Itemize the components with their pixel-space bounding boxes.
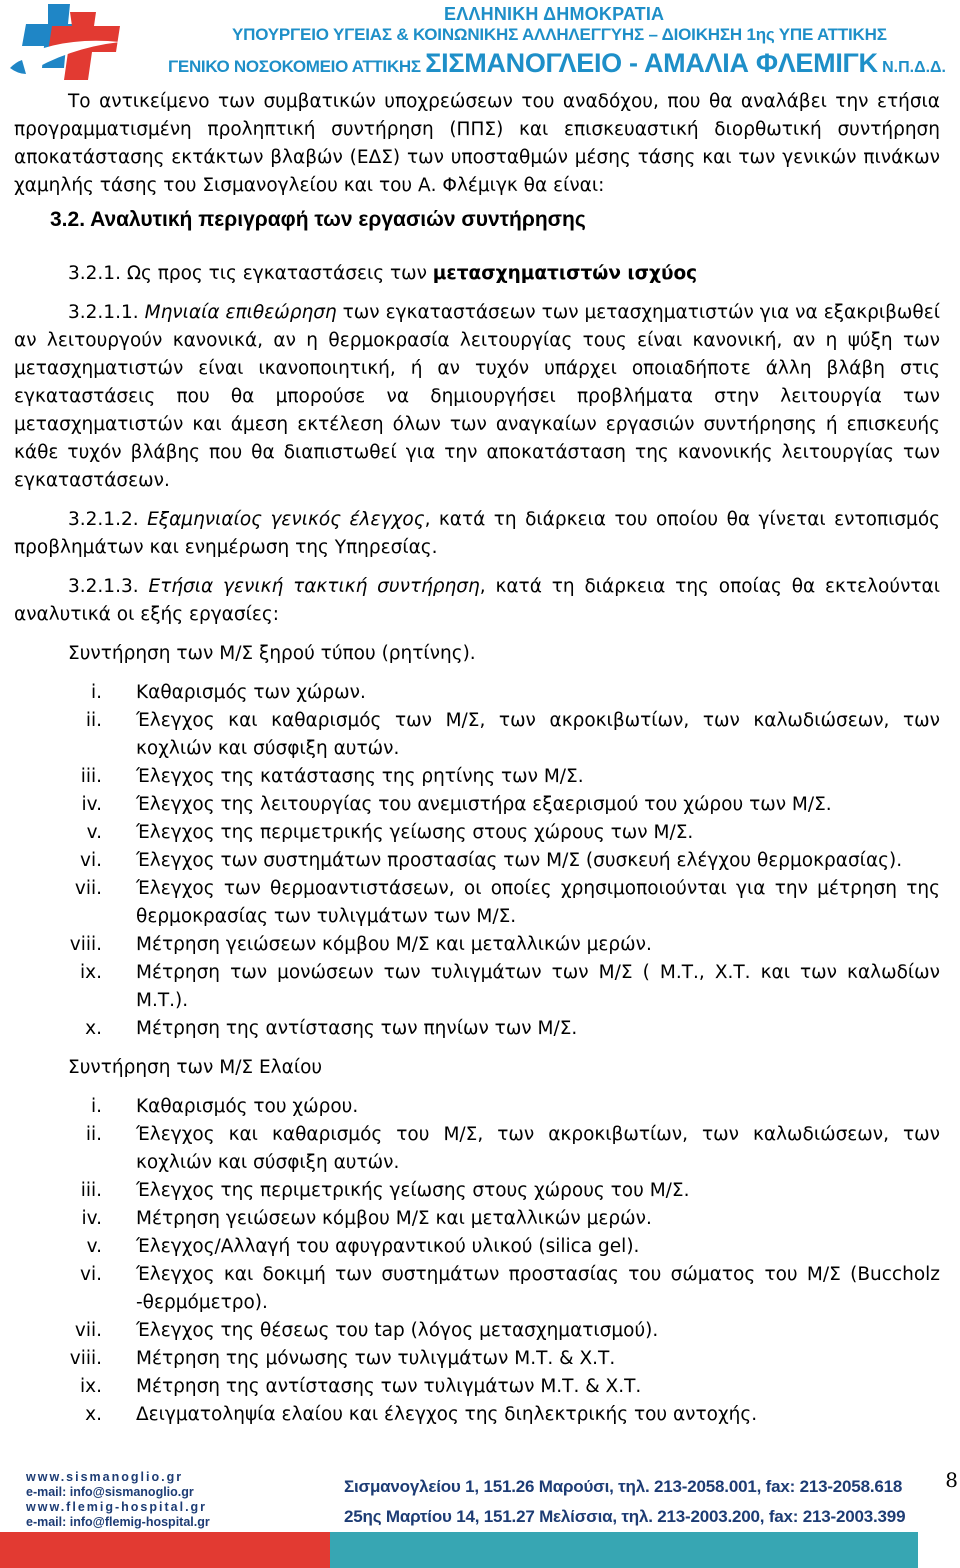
page-header (0, 0, 960, 84)
header-hospital-prefix: ΓΕΝΙΚΟ ΝΟΣΟΚΟΜΕΙΟ ΑΤΤΙΚΗΣ (168, 57, 421, 76)
oil-task-item (14, 1401, 940, 1429)
task-number: vii. (74, 878, 102, 899)
document-body (14, 88, 940, 1429)
task-number: ii. (85, 1124, 102, 1145)
footer-address-melissia: 25ης Μαρτίου 14, 151.27 Μελίσσια, τηλ. 213-2003.200, fax: 213-2003.399 (344, 1507, 906, 1526)
oil-task-item (14, 1121, 940, 1177)
oil-transformer-task-list (14, 1093, 940, 1429)
item-italic-title: Μηνιαία επιθεώρηση (144, 302, 337, 323)
task-number: viii. (69, 934, 102, 955)
task-number: viii. (69, 1348, 102, 1369)
oil-task-item (14, 1373, 940, 1401)
dry-task-item (14, 679, 940, 707)
dry-task-item (14, 763, 940, 791)
header-line-ministry: ΥΠΟΥΡΓΕΙΟ ΥΓΕΙΑΣ & ΚΟΙΝΩΝΙΚΗΣ ΑΛΛΗΛΕΓΓΥΗΣ – ΔΙΟΙΚΗΣΗ 1ης ΥΠΕ ΑΤΤΙΚΗΣ (232, 25, 887, 44)
task-text: Μέτρηση της μόνωσης των τυλιγμάτων Μ.Τ. & Χ.Τ. (136, 1348, 616, 1369)
item-number: 3.2.1.2. (68, 509, 139, 530)
task-text: Έλεγχος και δοκιμή των συστημάτων προστασίας του σώματος του Μ/Σ (Buccholz -θερμόμετρο). (136, 1264, 940, 1313)
dry-task-item (14, 959, 940, 1015)
task-text: Μέτρηση γειώσεων κόμβου Μ/Σ και μεταλλικών μερών. (136, 934, 652, 955)
item-3-2-1-3 (14, 573, 940, 629)
oil-task-item (14, 1317, 940, 1345)
task-text: Καθαρισμός του χώρου. (136, 1096, 359, 1117)
oil-task-item (14, 1093, 940, 1121)
footer-email-sismanoglio[interactable]: e-mail: info@sismanoglio.gr (26, 1485, 194, 1499)
task-number: ix. (80, 962, 102, 983)
task-text: Έλεγχος των θερμοαντιστάσεων, οι οποίες χρησιμοποιούνται για την μέτρηση της θερμοκρασίας των τυλιγμάτων των Μ/Σ. (136, 878, 940, 927)
section-heading: 3.2. Αναλυτική περιγραφή των εργασιών συντήρησης (50, 208, 586, 231)
task-number: x. (85, 1018, 102, 1039)
item-text: των εγκαταστάσεων των μετασχηματιστών για να εξακριβωθεί αν λειτουργούν κανονικά, αν η θερμοκρασία λειτουργίας τους είναι κανονική, αν η ψύξη των μετασχηματιστών είναι ικανοποιητική, ή αν τυχόν υπάρχει οποιαδήποτε άλλη βλάβη στις εγκαταστάσεις που θα μπορούσε να δημιουργήσει προβλήματα στην λειτουργία των μετασχηματιστών και άμεση εκτέλεση όλων των αναγκαίων εργασιών συντήρησης ή επισκευής κάθε τυχόν βλάβης που θα διαπιστωθεί για την αποκατάσταση της κανονικής λειτουργίας των εγκαταστάσεων. (14, 302, 940, 491)
subsection-bold: μετασχηματιστών ισχύος (432, 263, 698, 284)
dry-task-item (14, 847, 940, 875)
dry-transformer-title: Συντήρηση των Μ/Σ ξηρού τύπου (ρητίνης). (68, 643, 476, 664)
task-text: Έλεγχος και καθαρισμός του Μ/Σ, των ακροκιβωτίων, των καλωδιώσεων, των κοχλιών και σύσφιξη αυτών. (136, 1124, 940, 1173)
item-3-2-1-2 (14, 506, 940, 562)
task-number: vi. (80, 1264, 102, 1285)
task-text: Μέτρηση της αντίστασης των πηνίων των Μ/Σ. (136, 1018, 578, 1039)
task-number: x. (85, 1404, 102, 1425)
task-text: Έλεγχος της κατάστασης της ρητίνης των Μ/Σ. (136, 766, 584, 787)
oil-transformer-title: Συντήρηση των Μ/Σ Ελαίου (68, 1057, 323, 1078)
task-text: Έλεγχος των συστημάτων προστασίας των Μ/Σ (συσκευή ελέγχου θερμοκρασίας). (136, 850, 903, 871)
item-number: 3.2.1.3. (68, 576, 139, 597)
item-italic-title: Εξαμηνιαίος γενικός έλεγχος (147, 509, 425, 530)
item-text: , κατά τη διάρκεια του οποίου θα γίνεται εντοπισμός προβλημάτων και ενημέρωση της Υπηρεσίας. (14, 509, 940, 558)
dry-task-item (14, 707, 940, 763)
task-text: Μέτρηση γειώσεων κόμβου Μ/Σ και μεταλλικών μερών. (136, 1208, 652, 1229)
header-hospital-name: ΣΙΣΜΑΝΟΓΛΕΙΟ - ΑΜΑΛΙΑ ΦΛΕΜΙΓΚ (425, 48, 878, 78)
footer-website-flemig[interactable]: www.flemig-hospital.gr (26, 1500, 208, 1514)
oil-task-item (14, 1177, 940, 1205)
item-italic-title: Ετήσια γενική τακτική συντήρηση (148, 576, 480, 597)
task-text: Έλεγχος και καθαρισμός των Μ/Σ, των ακροκιβωτίων, των καλωδιώσεων, των κοχλιών και σύσφιξη αυτών. (136, 710, 940, 759)
task-text: Έλεγχος της λειτουργίας του ανεμιστήρα εξαερισμού του χώρου των Μ/Σ. (136, 794, 832, 815)
header-hospital-suffix: Ν.Π.Δ.Δ. (882, 59, 946, 76)
task-number: i. (90, 682, 102, 703)
task-number: ii. (85, 710, 102, 731)
task-number: iv. (81, 794, 102, 815)
dry-task-item (14, 875, 940, 931)
task-text: Δειγματοληψία ελαίου και έλεγχος της διηλεκτρικής του αντοχής. (136, 1404, 758, 1425)
task-number: iii. (80, 1180, 102, 1201)
dry-transformer-task-list (14, 679, 940, 1043)
oil-task-item (14, 1233, 940, 1261)
task-number: v. (86, 822, 102, 843)
oil-task-item (14, 1205, 940, 1233)
header-line-republic: ΕΛΛΗΝΙΚΗ ΔΗΜΟΚΡΑΤΙΑ (444, 4, 665, 24)
task-text: Έλεγχος της θέσεως του tap (λόγος μετασχηματισμού). (136, 1320, 659, 1341)
task-number: vii. (74, 1320, 102, 1341)
footer-addresses (344, 1472, 905, 1532)
footer-email-flemig[interactable]: e-mail: info@flemig-hospital.gr (26, 1515, 210, 1529)
footer-contacts (26, 1470, 210, 1530)
task-text: Καθαρισμός των χώρων. (136, 682, 366, 703)
subsection-prefix: 3.2.1. Ως προς τις εγκαταστάσεις των (68, 263, 433, 284)
task-number: ix. (80, 1376, 102, 1397)
task-text: Μέτρηση της αντίστασης των τυλιγμάτων Μ.Τ. & Χ.Τ. (136, 1376, 642, 1397)
oil-task-item (14, 1345, 940, 1373)
item-3-2-1-1 (14, 299, 940, 495)
intro-paragraph: Το αντικείμενο των συμβατικών υποχρεώσεων του αναδόχου, που θα αναλάβει την ετήσια προγραμματισμένη προληπτική συντήρηση (ΠΠΣ) και επισκευαστική διορθωτική συντήρηση αποκατάστασης εκτάκτων βλαβών (ΕΔΣ) των υποσταθμών μέσης τάσης και των γενικών πινάκων χαμηλής τάσης του Σισμανογλείου και του Α. Φλέμιγκ θα είναι: (14, 91, 940, 196)
task-number: iv. (81, 1208, 102, 1229)
task-text: Έλεγχος/Αλλαγή του αφυγραντικού υλικού (silica gel). (136, 1236, 640, 1257)
task-number: v. (86, 1236, 102, 1257)
header-line-hospital (168, 48, 946, 79)
footer-website-sismanoglio[interactable]: www.sismanoglio.gr (26, 1470, 184, 1484)
item-number: 3.2.1.1. (68, 302, 139, 323)
task-number: iii. (80, 766, 102, 787)
footer-address-marousi: Σισμανογλείου 1, 151.26 Μαρούσι, τηλ. 213-2058.001, fax: 213-2058.618 (344, 1477, 903, 1496)
page-number: 8 (945, 1468, 958, 1492)
item-text: , κατά τη διάρκεια της οποίας θα εκτελούνται αναλυτικά οι εξής εργασίες: (14, 576, 940, 625)
footer-bar-teal (330, 1532, 918, 1568)
dry-task-item (14, 791, 940, 819)
dry-task-item (14, 931, 940, 959)
hospital-cross-logo (8, 2, 136, 82)
footer-bar-red (0, 1532, 330, 1568)
task-number: i. (90, 1096, 102, 1117)
page-footer (0, 1466, 960, 1568)
task-number: vi. (80, 850, 102, 871)
task-text: Μέτρηση των μονώσεων των τυλιγμάτων των Μ/Σ ( Μ.Τ., Χ.Τ. και των καλωδίων Μ.Τ.). (136, 962, 940, 1011)
oil-task-item (14, 1261, 940, 1317)
dry-task-item (14, 819, 940, 847)
subsection-title (68, 260, 940, 288)
task-text: Έλεγχος της περιμετρικής γείωσης στους χώρους του Μ/Σ. (136, 1180, 690, 1201)
task-text: Έλεγχος της περιμετρικής γείωσης στους χώρους των Μ/Σ. (136, 822, 694, 843)
dry-task-item (14, 1015, 940, 1043)
